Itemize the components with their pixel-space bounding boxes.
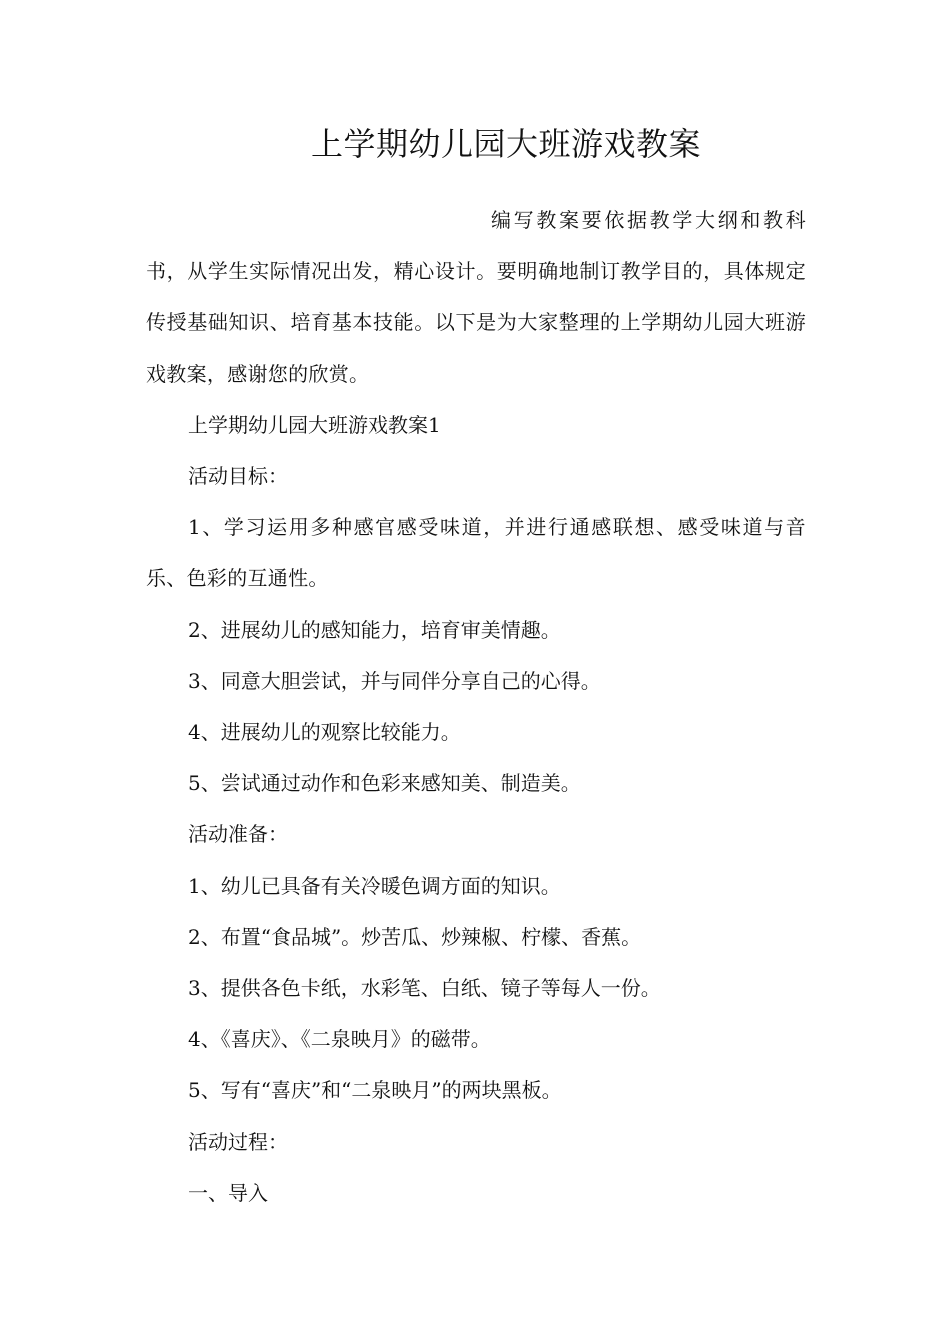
- preparation-item-3: 3、提供各色卡纸，水彩笔、白纸、镜子等每人一份。: [188, 976, 661, 1001]
- preparation-item-4: 4、《喜庆》、《二泉映月》的磁带。: [188, 1027, 491, 1052]
- preparation-item-1: 1、幼儿已具备有关冷暖色调方面的知识。: [188, 873, 561, 898]
- document-body: [146, 195, 806, 1219]
- goal-item-1: 1、学习运用多种感官感受味道，并进行通感联想、感受味道与音乐、色彩的互通性。: [146, 515, 806, 591]
- goal-item-4: 4、进展幼儿的观察比较能力。: [188, 720, 461, 745]
- section-heading-goals: 活动目标：: [188, 464, 288, 489]
- preparation-item-5: 5、写有“喜庆”和“二泉映月”的两块黑板。: [188, 1078, 562, 1103]
- document-title: 上学期幼儿园大班游戏教案: [310, 125, 701, 163]
- section-heading-lesson-1: 上学期幼儿园大班游戏教案1: [188, 412, 441, 437]
- goal-item-5: 5、尝试通过动作和色彩来感知美、制造美。: [188, 771, 581, 796]
- goal-item-3: 3、同意大胆尝试，并与同伴分享自己的心得。: [188, 668, 601, 693]
- goal-item-2: 2、进展幼儿的感知能力，培育审美情趣。: [188, 617, 561, 642]
- preparation-item-2: 2、布置“食品城”。炒苦瓜、炒辣椒、柠檬、香蕉。: [188, 924, 642, 949]
- section-heading-process: 活动过程：: [188, 1129, 288, 1154]
- section-heading-preparation: 活动准备：: [188, 822, 288, 847]
- process-step-1: 一、导入: [188, 1180, 268, 1205]
- intro-paragraph: 编写教案要依据教学大纲和教科书，从学生实际情况出发，精心设计。要明确地制订教学目的，具体规定传授基础知识、培育基本技能。以下是为大家整理的上学期幼儿园大班游戏教案，感谢您的欣赏。: [146, 208, 806, 386]
